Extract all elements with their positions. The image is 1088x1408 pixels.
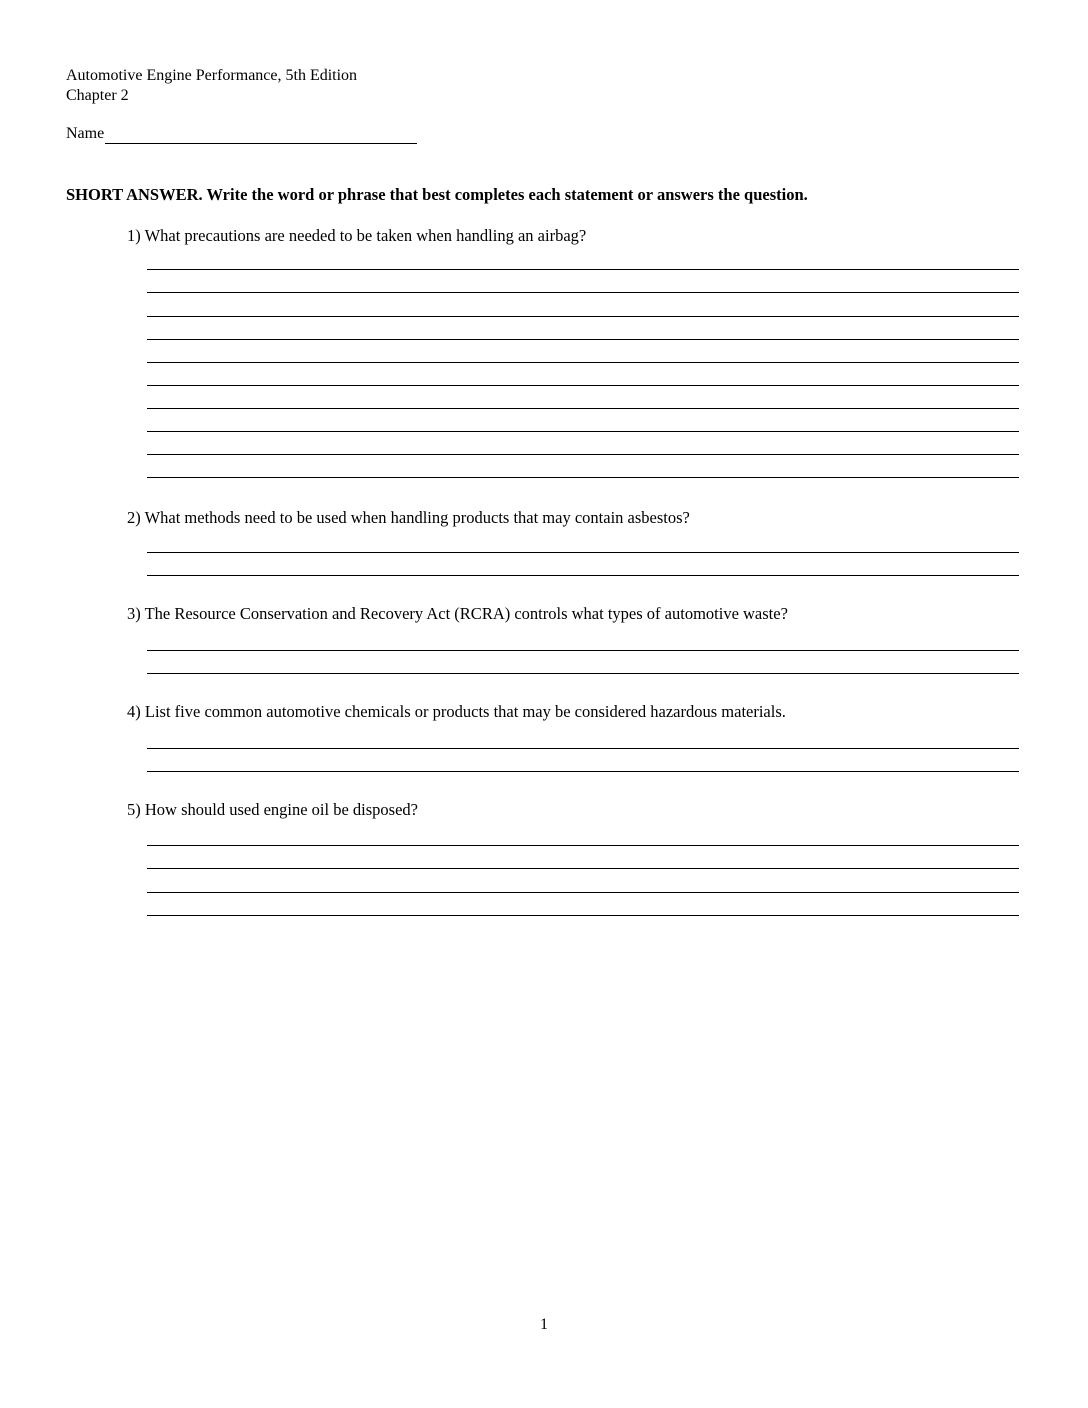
name-row [66, 124, 417, 144]
answer-line[interactable] [147, 552, 1019, 553]
chapter-label: Chapter 2 [66, 87, 129, 104]
answer-line[interactable] [147, 748, 1019, 749]
answer-line[interactable] [147, 408, 1019, 409]
question-3: 3) The Resource Conservation and Recovery Act (RCRA) controls what types of automotive waste? [127, 604, 788, 623]
answer-line[interactable] [147, 575, 1019, 576]
answer-line[interactable] [147, 477, 1019, 478]
name-label: Name [66, 125, 105, 142]
answer-line[interactable] [147, 431, 1019, 432]
answer-line[interactable] [147, 892, 1019, 893]
answer-line[interactable] [147, 362, 1019, 363]
question-4: 4) List five common automotive chemicals or products that may be considered hazardous materials. [127, 702, 786, 721]
answer-line[interactable] [147, 868, 1019, 869]
answer-line[interactable] [147, 316, 1019, 317]
question-2: 2) What methods need to be used when handling products that may contain asbestos? [127, 508, 690, 527]
answer-line[interactable] [147, 915, 1019, 916]
answer-line[interactable] [147, 673, 1019, 674]
answer-line[interactable] [147, 385, 1019, 386]
name-input-line[interactable] [105, 124, 417, 144]
document-header [66, 66, 357, 106]
answer-line[interactable] [147, 845, 1019, 846]
answer-line[interactable] [147, 292, 1019, 293]
answer-line[interactable] [147, 454, 1019, 455]
answer-line[interactable] [147, 650, 1019, 651]
question-5: 5) How should used engine oil be disposed? [127, 800, 418, 819]
answer-line[interactable] [147, 771, 1019, 772]
question-1: 1) What precautions are needed to be taken when handling an airbag? [127, 226, 587, 245]
page-number: 1 [540, 1316, 548, 1333]
answer-line[interactable] [147, 339, 1019, 340]
section-instructions: SHORT ANSWER. Write the word or phrase that best completes each statement or answers the question. [66, 185, 808, 204]
answer-line[interactable] [147, 269, 1019, 270]
book-title: Automotive Engine Performance, 5th Edition [66, 67, 358, 84]
